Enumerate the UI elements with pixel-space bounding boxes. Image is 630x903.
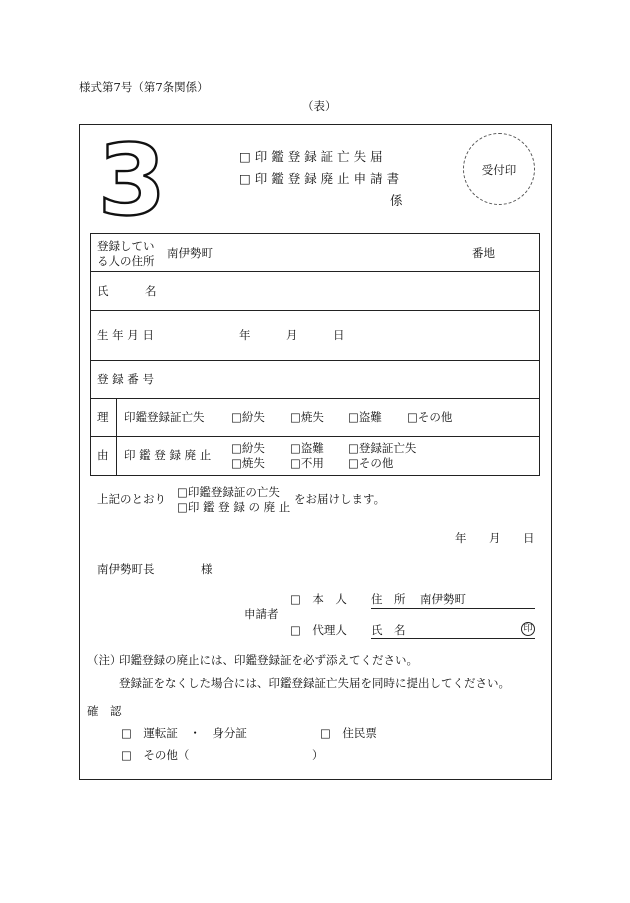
registration-number-label: 登 録 番 号	[97, 372, 154, 386]
registrant-table	[90, 233, 540, 476]
abolish-checkbox-unneeded[interactable]: □不用	[290, 456, 324, 470]
statement-option-lost-card[interactable]: □印鑑登録証の亡失	[177, 485, 280, 499]
address-label-line1: 登録してい	[97, 239, 155, 253]
title-option-lost-card[interactable]: □ 印 鑑 登 録 証 亡 失 届	[239, 149, 383, 164]
title-option-abolish[interactable]: □ 印 鑑 登 録 廃 止 申 請 書	[239, 171, 400, 186]
applicant-agent-checkbox[interactable]: □ 代理人	[290, 623, 347, 637]
lost-checkbox-stolen[interactable]: □盗難	[348, 410, 382, 424]
address-banchi: 番地	[472, 246, 495, 260]
abolish-checkbox-card-lost[interactable]: □登録証亡失	[348, 441, 417, 455]
name-label-second: 名	[145, 284, 157, 298]
abolish-checkbox-stolen[interactable]: □盗難	[290, 441, 324, 455]
confirm-license-checkbox[interactable]: □ 運転証 ・ 身分証	[121, 726, 247, 740]
submit-day-unit: 日	[523, 531, 535, 545]
reason-abolish-label: 印 鑑 登 録 廃 止	[124, 448, 212, 462]
table-divider	[90, 271, 540, 272]
lost-checkbox-burned[interactable]: □焼失	[290, 410, 324, 424]
abolish-checkbox-burned[interactable]: □焼失	[231, 456, 265, 470]
confirm-other-checkbox[interactable]: □ その他（	[121, 748, 190, 762]
table-divider	[90, 436, 540, 437]
lost-checkbox-other[interactable]: □その他	[407, 410, 453, 424]
form-side-label: （表）	[302, 99, 337, 113]
reason-label-bottom: 由	[97, 448, 109, 462]
reason-column-divider	[116, 398, 117, 476]
address-input-area[interactable]	[230, 240, 460, 266]
statement-suffix: をお届けします。	[294, 492, 386, 506]
notes-prefix: （注）	[87, 653, 122, 667]
applicant-self-checkbox[interactable]: □ 本 人	[290, 592, 347, 606]
confirm-label: 確 認	[87, 704, 122, 718]
statement-option-abolish[interactable]: □印 鑑 登 録 の 廃 止	[177, 500, 291, 514]
birth-month-unit: 月	[286, 328, 298, 342]
submit-month-unit: 月	[489, 531, 501, 545]
applicant-name-line[interactable]	[371, 638, 535, 639]
title-suffix: 係	[390, 193, 403, 208]
registration-number-input-area[interactable]	[170, 365, 530, 393]
lost-checkbox-misplaced[interactable]: □紛失	[231, 410, 265, 424]
address-label-line2: る人の住所	[97, 254, 155, 268]
applicant-address-value: 南伊勢町	[420, 592, 466, 606]
birth-year-unit: 年	[239, 328, 251, 342]
submit-year-unit: 年	[455, 531, 467, 545]
reason-lost-label: 印鑑登録証亡失	[124, 410, 205, 424]
confirm-other-close-paren: ）	[312, 748, 324, 762]
statement-prefix: 上記のとおり	[97, 492, 166, 506]
table-divider	[90, 310, 540, 311]
applicant-address-line[interactable]	[371, 608, 535, 609]
birth-date-label: 生 年 月 日	[97, 328, 154, 342]
confirm-resident-card-checkbox[interactable]: □ 住民票	[320, 726, 377, 740]
reception-stamp-label: 受付印	[481, 163, 517, 177]
reason-label-top: 理	[97, 410, 109, 424]
notes-line-1: 印鑑登録の廃止には、印鑑登録証を必ず添えてください。	[119, 653, 418, 667]
applicant-seal-mark: 印	[521, 622, 535, 636]
name-input-area[interactable]	[170, 276, 530, 304]
table-divider	[90, 398, 540, 399]
form-number: 様式第7号（第7条関係）	[79, 80, 209, 94]
table-divider	[90, 360, 540, 361]
addressee-name: 南伊勢町長	[97, 562, 155, 576]
addressee-honorific: 様	[201, 562, 213, 576]
abolish-checkbox-misplaced[interactable]: □紛失	[231, 441, 265, 455]
applicant-label: 申請者	[244, 607, 279, 621]
address-town: 南伊勢町	[167, 246, 213, 260]
abolish-checkbox-other[interactable]: □その他	[348, 456, 394, 470]
name-label-first: 氏	[97, 284, 109, 298]
notes-line-2: 登録証をなくした場合には、印鑑登録証亡失届を同時に提出してください。	[119, 676, 510, 690]
birth-day-unit: 日	[333, 328, 345, 342]
applicant-address-label: 住 所	[371, 592, 406, 606]
reception-stamp-circle	[463, 133, 535, 205]
applicant-name-label: 氏 名	[371, 623, 406, 637]
big-number-3	[95, 136, 170, 220]
big-number-3-text: 3	[97, 136, 167, 220]
